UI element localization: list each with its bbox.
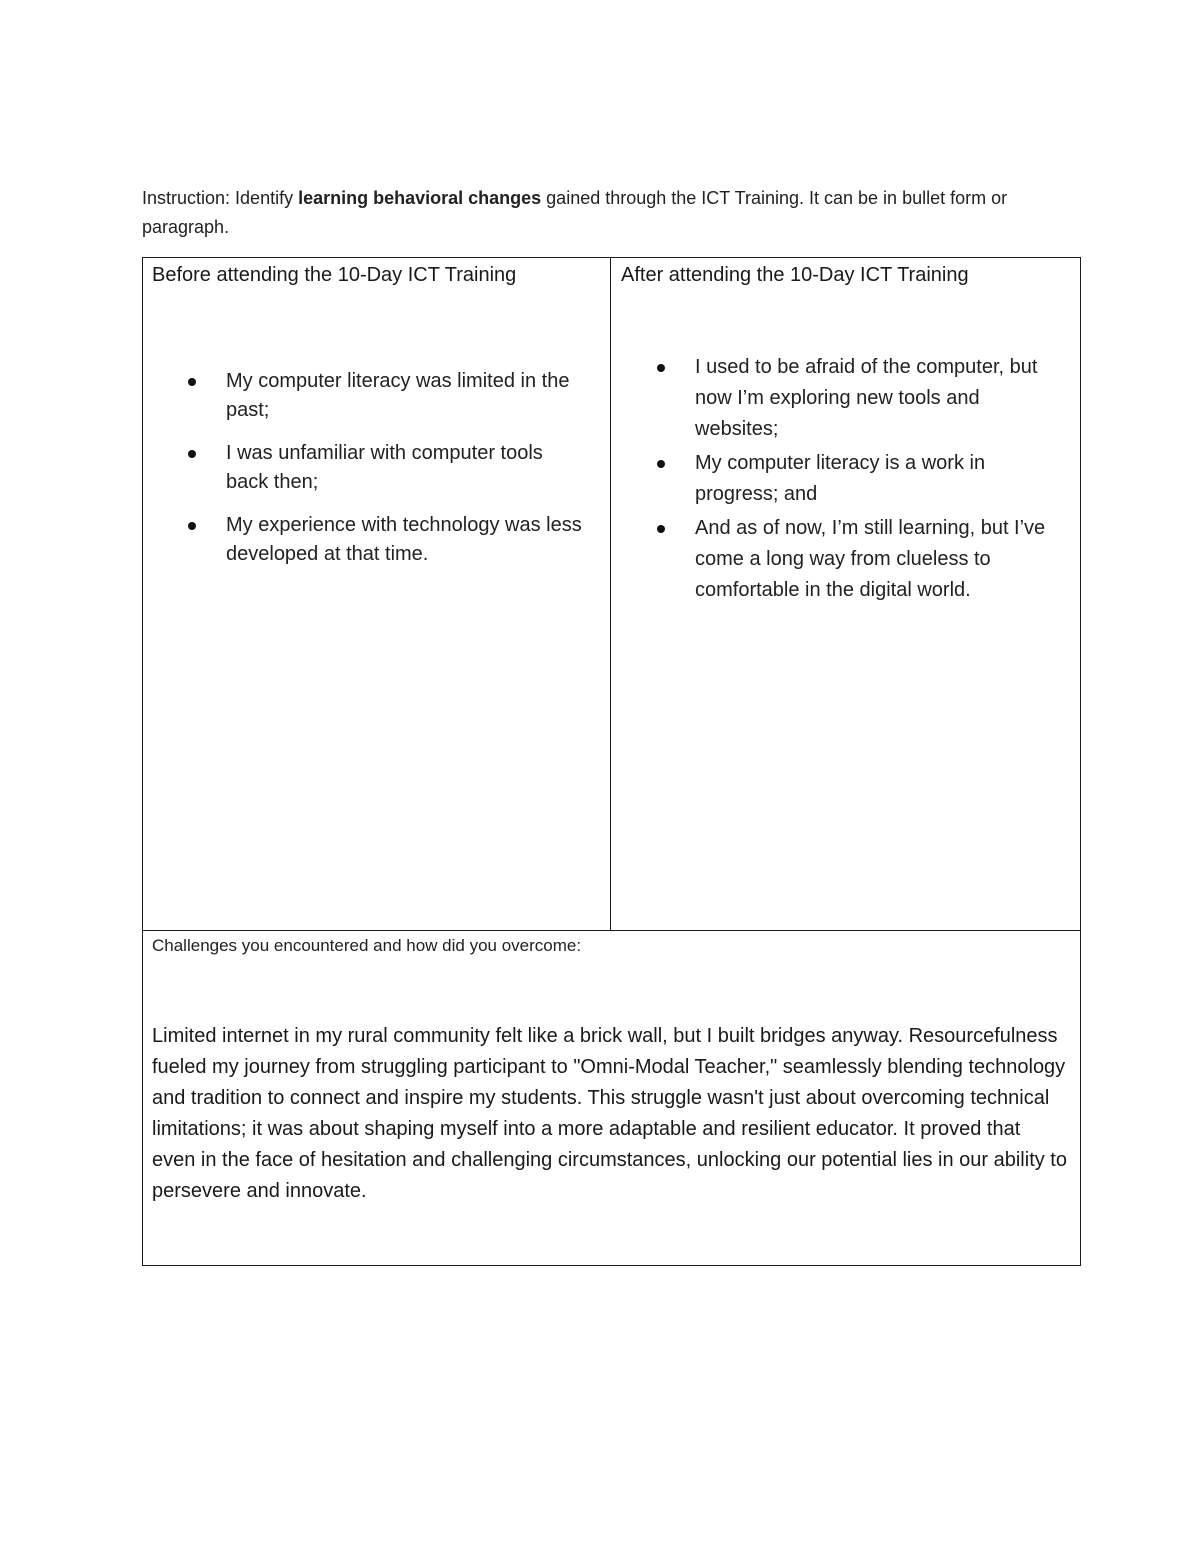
table-column-divider xyxy=(610,257,611,931)
list-item-text: I used to be afraid of the computer, but now I’m exploring new tools and websites; xyxy=(695,356,1038,440)
bullet-icon xyxy=(657,460,665,468)
list-item-text: My computer literacy was limited in the past; xyxy=(226,370,570,421)
table-border-bottom xyxy=(142,1265,1081,1266)
challenges-answer: Limited internet in my rural community felt like a brick wall, but I built bridges anyway. Resourcefulness fueled my journey from struggling participant to "Omni-Modal Teacher," seamlessly blending technology and tradition to connect and inspire my students. This struggle wasn't just about overcoming technical limitations; it was about shaping myself into a more adaptable and resilient educator. It proved that even in the face of hesitation and challenging circumstances, unlocking our potential lies in our ability to persevere and innovate. xyxy=(152,1025,1067,1202)
list-item xyxy=(656,448,1056,510)
bullet-icon xyxy=(657,364,665,372)
list-item-text: And as of now, I’m still learning, but I’ve come a long way from clueless to comfortable in the digital world. xyxy=(695,517,1046,601)
list-item xyxy=(187,511,587,569)
table-border-top xyxy=(142,257,1081,258)
list-item xyxy=(187,439,587,497)
list-item xyxy=(656,352,1056,445)
challenges-cell xyxy=(152,934,1067,1207)
instruction-suffix: gained through the ICT Training. It can be in bullet form or paragraph. xyxy=(142,188,1008,237)
list-item-text: I was unfamiliar with computer tools back then; xyxy=(226,442,543,493)
list-item-text: My computer literacy is a work in progress; and xyxy=(695,452,986,505)
list-item xyxy=(187,367,587,425)
after-header: After attending the 10-Day ICT Training xyxy=(621,264,969,286)
table-border-left xyxy=(142,257,143,1266)
instruction-emphasis: learning behavioral changes xyxy=(298,188,542,208)
before-cell xyxy=(152,262,607,583)
instruction-prefix: Instruction: Identify xyxy=(142,188,299,208)
bullet-icon xyxy=(188,378,196,386)
bullet-icon xyxy=(188,522,196,530)
behavior-table xyxy=(142,257,1081,1266)
challenges-label: Challenges you encountered and how did you overcome: xyxy=(152,936,582,955)
instruction-text xyxy=(142,184,1042,242)
after-list xyxy=(656,352,1056,606)
before-header: Before attending the 10-Day ICT Training xyxy=(152,264,517,286)
bullet-icon xyxy=(188,450,196,458)
table-row-divider xyxy=(142,930,1081,931)
table-border-right xyxy=(1080,257,1081,1266)
list-item xyxy=(656,513,1056,606)
list-item-text: My experience with technology was less developed at that time. xyxy=(226,514,582,565)
after-cell xyxy=(621,262,1076,609)
bullet-icon xyxy=(657,525,665,533)
before-list xyxy=(187,367,587,569)
